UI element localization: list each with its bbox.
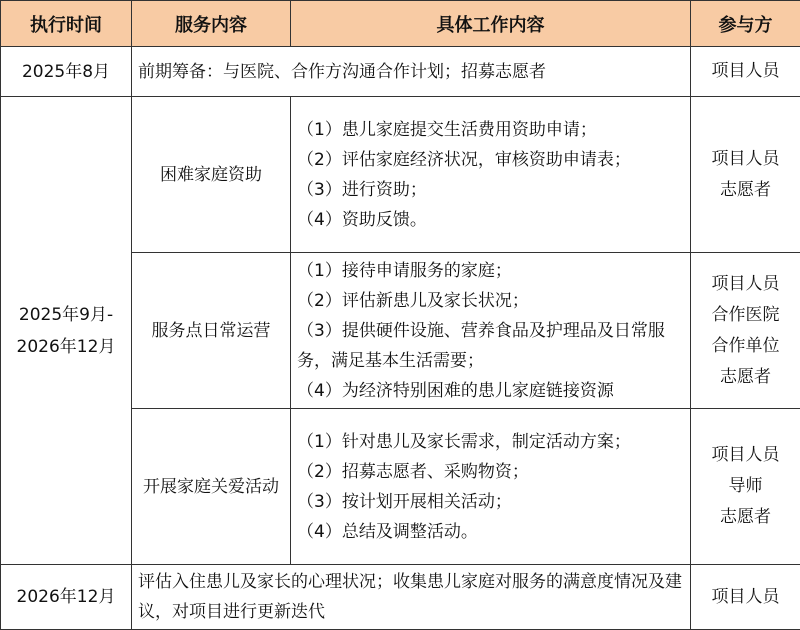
header-row	[1, 1, 800, 47]
detail-item: （3）按计划开展相关活动；	[297, 487, 684, 517]
participant: 志愿者	[691, 362, 800, 393]
participants-cell	[691, 253, 800, 409]
time-line: 2026年12月	[1, 331, 131, 363]
table-row	[1, 47, 800, 97]
detail-item: （3）提供硬件设施、营养食品及护理品及日常服务，满足基本生活需要；	[297, 316, 684, 376]
header-time: 执行时间	[1, 1, 132, 47]
participant: 合作医院	[691, 300, 800, 331]
participant: 导师	[691, 471, 800, 502]
detail-cell	[291, 97, 691, 253]
table-row	[1, 565, 800, 630]
detail-item: （1）接待申请服务的家庭；	[297, 256, 684, 286]
service-cell: 开展家庭关爱活动	[132, 409, 291, 565]
table-row	[1, 97, 800, 253]
participants-cell	[691, 409, 800, 565]
detail-item: （4）为经济特别困难的患儿家庭链接资源	[297, 376, 684, 406]
time-cell: 2025年8月	[1, 47, 132, 97]
detail-cell	[291, 253, 691, 409]
header-detail: 具体工作内容	[291, 1, 691, 47]
detail-item: （1）针对患儿及家长需求，制定活动方案；	[297, 427, 684, 457]
detail-cell: 前期筹备：与医院、合作方沟通合作计划；招募志愿者	[132, 47, 691, 97]
detail-item: （4）总结及调整活动。	[297, 517, 684, 547]
participant: 项目人员	[691, 440, 800, 471]
detail-cell: 评估入住患儿及家长的心理状况；收集患儿家庭对服务的满意度情况及建议，对项目进行更新迭代	[132, 565, 691, 630]
time-cell: 2026年12月	[1, 565, 132, 630]
participant: 项目人员	[691, 269, 800, 300]
detail-item: （1）患儿家庭提交生活费用资助申请；	[297, 115, 684, 145]
service-cell: 服务点日常运营	[132, 253, 291, 409]
header-service: 服务内容	[132, 1, 291, 47]
time-line: 2025年9月-	[1, 299, 131, 331]
detail-cell	[291, 409, 691, 565]
detail-item: （2）招募志愿者、采购物资；	[297, 457, 684, 487]
header-participants: 参与方	[691, 1, 800, 47]
detail-item: （3）进行资助；	[297, 175, 684, 205]
participant: 项目人员	[691, 56, 800, 87]
time-cell	[1, 97, 132, 565]
participants-cell	[691, 97, 800, 253]
participant: 志愿者	[691, 502, 800, 533]
detail-item: （4）资助反馈。	[297, 205, 684, 235]
participants-cell	[691, 565, 800, 630]
participant: 志愿者	[691, 175, 800, 206]
participant: 项目人员	[691, 144, 800, 175]
participant: 合作单位	[691, 331, 800, 362]
participant: 项目人员	[691, 582, 800, 613]
detail-item: （2）评估家庭经济状况，审核资助申请表；	[297, 145, 684, 175]
service-cell: 困难家庭资助	[132, 97, 291, 253]
participants-cell	[691, 47, 800, 97]
detail-item: （2）评估新患儿及家长状况；	[297, 286, 684, 316]
